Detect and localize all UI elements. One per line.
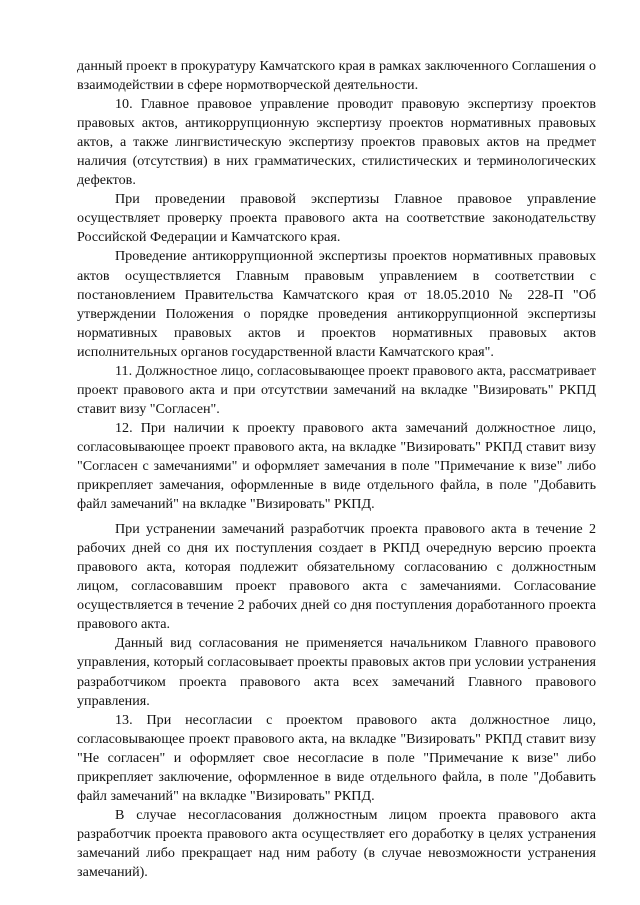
paragraph-item-13: 13. При несогласии с проектом правового акта должностное лицо, согласовывающее проект правового акта, на вкладке "Визировать" РКПД ставит визу "Не согласен" и оформляет свое несогласие в поле "Примечание к визе" либо прикрепляет заключение, оформленное в виде отдельного файла, в поле "Добавить файл замечаний" на вкладке "Визировать" РКПД. [77, 711, 596, 804]
paragraph-legal-review: При проведении правовой экспертизы Главное правовое управление осуществляет проверку проекта правового акта на соответствие законодательству Российской Федерации и Камчатского края. [77, 191, 596, 246]
document-page [77, 57, 596, 882]
paragraph-approval-exception: Данный вид согласования не применяется начальником Главного правового управления, который согласовывает проекты правовых актов при условии устранения разработчиком проекта правового акта всех замечаний Главного правового управления. [77, 635, 596, 709]
paragraph-item-10: 10. Главное правовое управление проводит правовую экспертизу проектов правовых актов, антикоррупционную экспертизу проектов нормативных правовых актов, а также лингвистическую экспертизу проектов правовых актов на предмет наличия (отсутствия) в них грамматических, стилистических и терминологических дефектов. [77, 96, 596, 189]
paragraph-remarks-correction: При устранении замечаний разработчик проекта правового акта в течение 2 рабочих дней со дня их поступления создает в РКПД очередную версию проекта правового акта, которая подлежит обязательному согласованию с должностным лицом, согласовавшим проект правового акта с замечаниями. Согласование осуществляется в течение 2 рабочих дней со дня поступления доработанного проекта правового акта. [77, 521, 596, 633]
paragraph-continuation: данный проект в прокуратуру Камчатского края в рамках заключенного Соглашения о взаимодействии в сфере нормотворческой деятельности. [77, 58, 596, 94]
paragraph-item-11: 11. Должностное лицо, согласовывающее проект правового акта, рассматривает проект правового акта и при отсутствии замечаний на вкладке "Визировать" РКПД ставит визу "Согласен". [77, 362, 596, 417]
paragraph-item-12: 12. При наличии к проекту правового акта замечаний должностное лицо, согласовывающее проект правового акта, на вкладке "Визировать" РКПД ставит визу "Согласен с замечаниями" и оформляет замечания в поле "Примечание к визе" либо прикрепляет замечания, оформленные в виде отдельного файла, в поле "Добавить файл замечаний" на вкладке "Визировать" РКПД. [77, 419, 596, 513]
paragraph-disagreement: В случае несогласования должностным лицом проекта правового акта разработчик проекта правового акта осуществляет его доработку в целях устранения замечаний либо прекращает над ним работу (в случае невозможности устранения замечаний). [77, 806, 596, 880]
paragraph-anticorruption-review: Проведение антикоррупционной экспертизы проектов нормативных правовых актов осуществляется Главным правовым управлением в соответствии с постановлением Правительства Камчатского края от 18.05.2010 № 228-П "Об утверждении Положения о порядке проведения антикоррупционной экспертизы нормативных правовых актов и проектов нормативных правовых актов исполнительных органов государственной власти Камчатского края". [77, 248, 596, 360]
